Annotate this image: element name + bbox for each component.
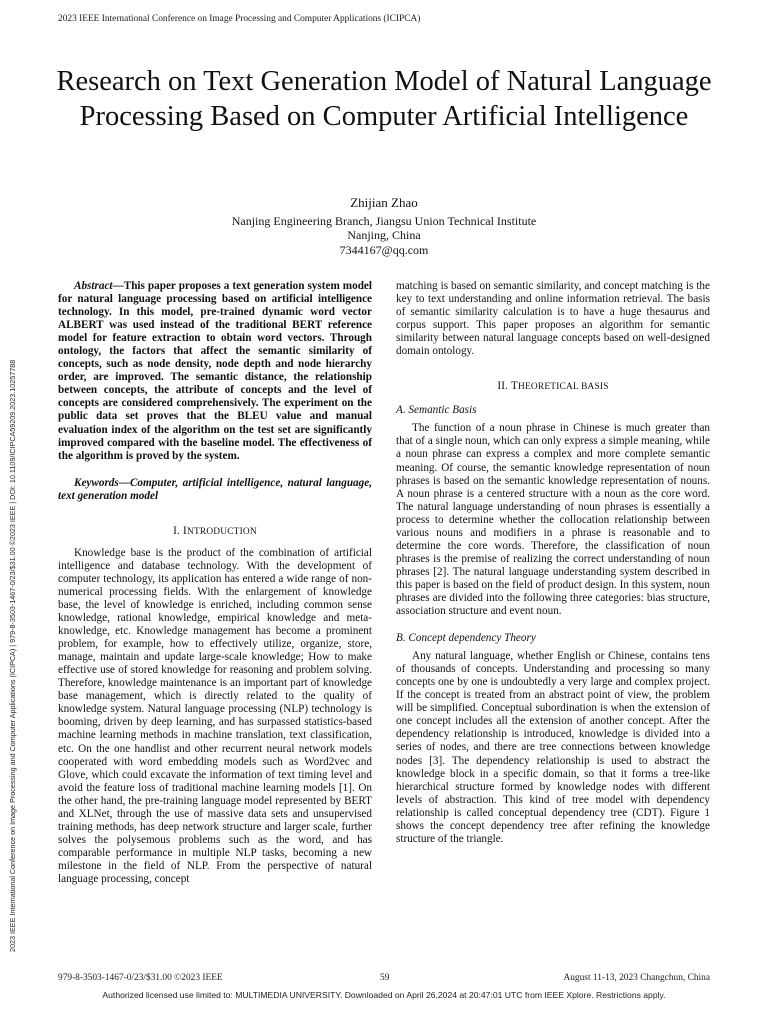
author-name: Zhijian Zhao bbox=[350, 195, 418, 210]
paper-title: Research on Text Generation Model of Natural Language Processing Based on Computer Artificial Intelligence bbox=[56, 66, 712, 132]
author-block bbox=[160, 196, 608, 257]
section-heading-introduction bbox=[58, 525, 372, 539]
section-heading-theoretical-basis bbox=[396, 380, 710, 394]
concept-dependency-paragraph: Any natural language, whether English or Chinese, contains tens of thousands of concepts. Understanding and processing so many concepts one by one is undoubtedly a very large and complex project. If the concept is treated from an abstract point of view, the problem will be simplified. Conceptual subordination is when the extension of one concept includes all the extension of another concept. After the dependency relationship is introduced, knowledge is divided into a series of nodes, and there are tree connections between knowledge nodes [3]. The dependency relationship is used to abstract the knowledge block in a specific domain, so that it forms a tree-like hierarchical structure formed by knowledge nodes with different levels of abstraction. This kind of tree model with dependency relationship is called conceptual dependency tree (CDT). Figure 1 shows the concept dependency tree after refining the knowledge structure of the triangle. bbox=[396, 650, 710, 845]
section-title-rest: NTRODUCTION bbox=[186, 526, 257, 537]
author-email: 7344167@qq.com bbox=[339, 242, 429, 257]
intro-paragraph: Knowledge base is the product of the combination of artificial intelligence and database technology. With the development of computer technology, its application has entered a wide range of non-numerical processing fields. With the enlargement of knowledge base, the level of knowledge is enriched, including common sense knowledge, rational knowledge, empirical knowledge and meta-knowledge, etc. Knowledge management has become a prominent problem, for example, how to effectively utilize, organize, store, manage, maintain and update large-scale knowledge; How to make effective use of stored knowledge for reasoning and problem solving. Therefore, knowledge maintenance is an important part of knowledge base management, which is directly related to the quality of knowledge system. Natural language processing (NLP) technology is booming, driven by deep learning, and has surpassed statistics-based machine learning methods in machine translation, text classification, etc. On the one handlist and other recurrent neural network models cooperated with word embedding models such as Word2vec and Glove, which could excavate the information of text timing level and avoid the feature loss of traditional machine learning models [1]. On the other hand, the pre-training language model represented by BERT and XLNet, through the use of massive data sets and unsupervised training methods, has deep network structure and larger scale, further solves the polysemous problems such as the word, and has comparable performance in multiple NLP tasks, becoming a new milestone in the field of NLP. From the perspective of natural language processing, concept bbox=[58, 546, 372, 885]
intro-continuation: matching is based on semantic similarity, and concept matching is the key to text understanding and online information retrieval. The basis of semantic similarity calculation is to have a huge thesaurus and corpus support. This paper proposes an algorithm for semantic similarity between natural language concepts based on well-designed domain ontology. bbox=[396, 280, 710, 358]
section-number: II. bbox=[497, 380, 511, 393]
keywords-label: Keywords bbox=[74, 476, 119, 489]
semantic-basis-paragraph: The function of a noun phrase in Chinese is much greater than that of a single noun, which can only express a simple meaning, while a noun phrase can express a complex and more complete semantic meaning. Of course, the semantic knowledge representation of noun phrases is based on the semantic knowledge representation of nouns. A noun phrase is a centered structure with a noun as the core word. The natural language understanding of noun phrases is essentially a process to determine whether the collocation relationship between various nouns and modifiers in a phrase is reasonable and to determine the core words. Therefore, the classification of noun phrases is the premise of realizing the correct understanding of noun phrases [2]. The natural language understanding system described in this paper is based on the field of product design. In this system, noun phrases are divided into the following three categories: bias structure, association structure and event noun. bbox=[396, 422, 710, 618]
side-doi-note: 2023 IEEE International Conference on Image Processing and Computer Applications (ICIPCA) | 979-8-3503-1467-0/23/$31.00 ©2023 IEEE | DOI: 10.1109/ICIPCA59209.2023.10257788 bbox=[8, 359, 17, 952]
section-initial: I bbox=[183, 524, 187, 537]
right-column bbox=[396, 280, 710, 846]
abstract-label: Abstract bbox=[74, 280, 113, 292]
author-location: Nanjing, China bbox=[347, 228, 421, 242]
footer-isbn: 979-8-3503-1467-0/23/$31.00 ©2023 IEEE bbox=[58, 973, 223, 983]
author-affiliation: Nanjing Engineering Branch, Jiangsu Union Technical Institute bbox=[231, 213, 537, 228]
keywords bbox=[58, 477, 372, 503]
keywords-dash: — bbox=[118, 476, 130, 489]
abstract-text: This paper proposes a text generation system model for natural language processing based on artificial intelligence technology. In this model, pre-trained dynamic word vector ALBERT was used instead of the traditional BERT reference model for feature extraction to obtain word vectors. Through ontology, the factors that affect the semantic similarity of concepts, such as node density, node depth and node hierarchy order, are improved. The semantic distance, the relationship between concepts, the attribute of concepts and the level of concepts are considered comprehensively. The experiment on the public data set proves that the BLEU value and manual evaluation index of the algorithm on the test set are significantly improved compared with the baseline model. The effectiveness of the algorithm is proved by the system. bbox=[58, 280, 372, 462]
section-initial: T bbox=[510, 380, 519, 393]
keywords-text: Computer, artificial intelligence, natural language, text generation model bbox=[58, 476, 372, 502]
conference-header: 2023 IEEE International Conference on Image Processing and Computer Applications (ICIPCA) bbox=[58, 14, 421, 24]
section-title-rest: HEORETICAL BASIS bbox=[518, 382, 609, 393]
license-notice: Authorized licensed use limited to: MULTIMEDIA UNIVERSITY. Downloaded on April 26,2024 at 20:47:01 UTC from IEEE Xplore. Restrictions apply. bbox=[102, 990, 666, 1000]
abstract-dash: — bbox=[112, 280, 124, 292]
section-number: I. bbox=[173, 524, 184, 537]
footer-conference-date: August 11-13, 2023 Changchun, China bbox=[563, 973, 710, 983]
left-column bbox=[58, 280, 372, 886]
subsection-heading-semantic-basis: A. Semantic Basis bbox=[396, 404, 477, 417]
page-number: 59 bbox=[380, 973, 390, 983]
subsection-heading-concept-dependency: B. Concept dependency Theory bbox=[396, 632, 536, 645]
abstract bbox=[58, 280, 372, 463]
